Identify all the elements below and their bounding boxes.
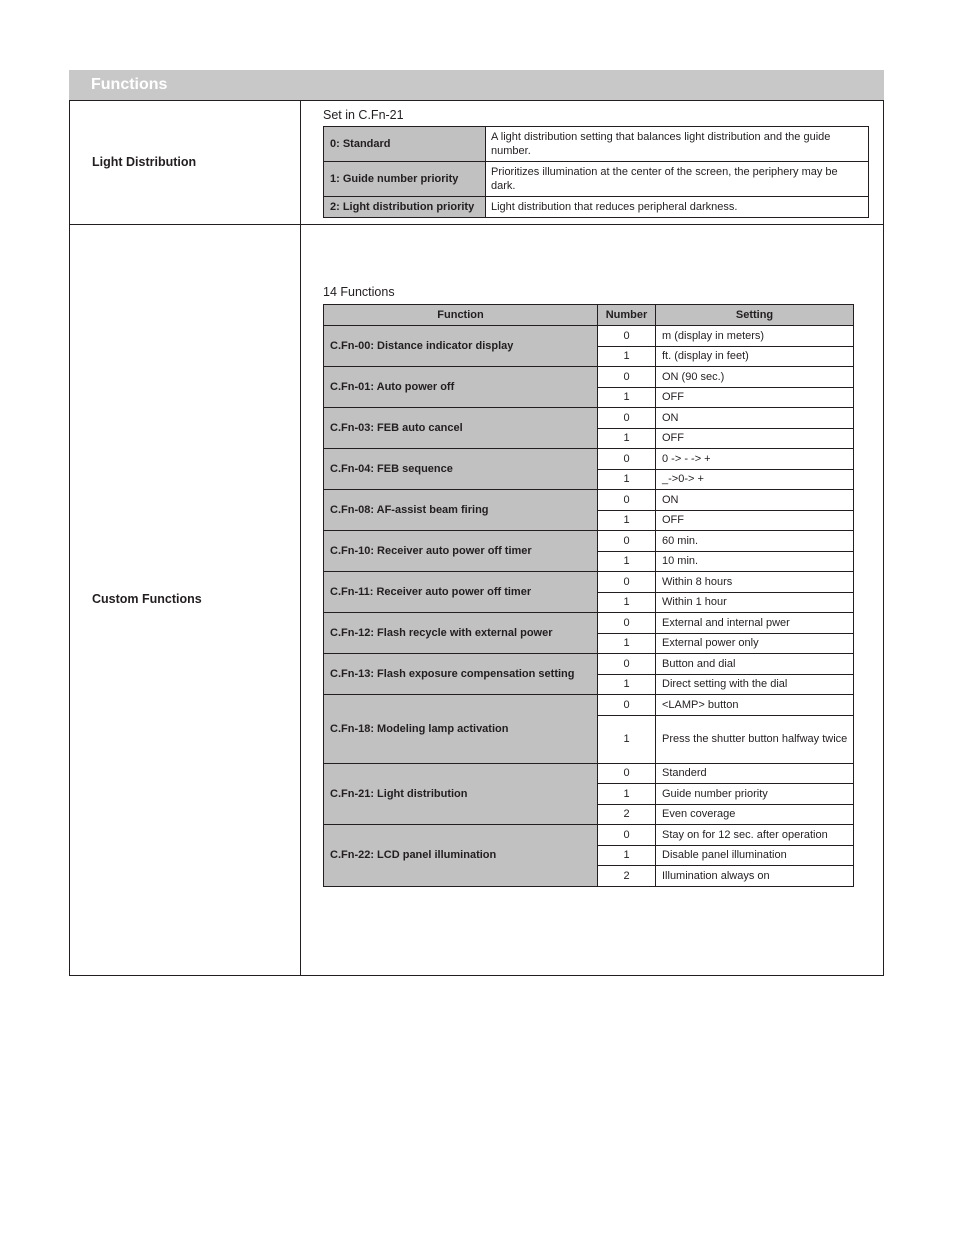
option-number: 0 bbox=[598, 326, 656, 347]
option-setting: Within 8 hours bbox=[656, 572, 854, 593]
option-number: 0 bbox=[598, 449, 656, 470]
ld-key: 0: Standard bbox=[324, 127, 486, 162]
function-name: C.Fn-22: LCD panel illumination bbox=[324, 825, 598, 887]
table-row bbox=[324, 613, 854, 634]
option-setting: OFF bbox=[656, 387, 854, 408]
function-name: C.Fn-10: Receiver auto power off timer bbox=[324, 531, 598, 572]
ld-desc: Light distribution that reduces peripheral darkness. bbox=[486, 197, 869, 218]
function-name: C.Fn-21: Light distribution bbox=[324, 763, 598, 825]
function-name: C.Fn-11: Receiver auto power off timer bbox=[324, 572, 598, 613]
table-row bbox=[324, 572, 854, 593]
custom-functions-table bbox=[323, 304, 854, 887]
option-setting: ON bbox=[656, 408, 854, 429]
option-number: 1 bbox=[598, 845, 656, 866]
option-number: 1 bbox=[598, 551, 656, 572]
option-number: 1 bbox=[598, 346, 656, 367]
option-number: 1 bbox=[598, 715, 656, 763]
option-setting: OFF bbox=[656, 428, 854, 449]
function-name: C.Fn-04: FEB sequence bbox=[324, 449, 598, 490]
ld-key: 1: Guide number priority bbox=[324, 162, 486, 197]
function-name: C.Fn-13: Flash exposure compensation setting bbox=[324, 654, 598, 695]
option-setting: _->0-> + bbox=[656, 469, 854, 490]
option-number: 0 bbox=[598, 490, 656, 511]
table-row bbox=[324, 490, 854, 511]
table-row bbox=[324, 763, 854, 784]
header-title: Functions bbox=[91, 76, 168, 93]
option-setting: ON bbox=[656, 490, 854, 511]
option-setting: Press the shutter button halfway twice bbox=[656, 715, 854, 763]
light-distribution-label: Light Distribution bbox=[92, 155, 197, 169]
table-row bbox=[324, 326, 854, 347]
function-name: C.Fn-18: Modeling lamp activation bbox=[324, 695, 598, 764]
option-number: 0 bbox=[598, 825, 656, 846]
option-number: 0 bbox=[598, 654, 656, 675]
option-number: 0 bbox=[598, 408, 656, 429]
table-row bbox=[324, 408, 854, 429]
option-setting: External power only bbox=[656, 633, 854, 654]
function-name: C.Fn-01: Auto power off bbox=[324, 367, 598, 408]
option-setting: <LAMP> button bbox=[656, 695, 854, 716]
table-row bbox=[324, 695, 854, 716]
table-row bbox=[324, 654, 854, 675]
option-setting: Stay on for 12 sec. after operation bbox=[656, 825, 854, 846]
option-number: 0 bbox=[598, 763, 656, 784]
option-setting: ON (90 sec.) bbox=[656, 367, 854, 388]
option-number: 0 bbox=[598, 572, 656, 593]
option-number: 1 bbox=[598, 784, 656, 805]
option-number: 1 bbox=[598, 592, 656, 613]
option-setting: Even coverage bbox=[656, 804, 854, 825]
option-setting: 0 -> - -> + bbox=[656, 449, 854, 470]
option-setting: Button and dial bbox=[656, 654, 854, 675]
column-divider bbox=[300, 224, 301, 975]
option-setting: Within 1 hour bbox=[656, 592, 854, 613]
custom-functions-section bbox=[69, 224, 884, 976]
option-number: 0 bbox=[598, 695, 656, 716]
option-setting: External and internal pwer bbox=[656, 613, 854, 634]
option-number: 0 bbox=[598, 613, 656, 634]
option-setting: ft. (display in feet) bbox=[656, 346, 854, 367]
option-number: 1 bbox=[598, 510, 656, 531]
column-header-number: Number bbox=[598, 305, 656, 326]
table-row bbox=[324, 127, 869, 162]
column-header-function: Function bbox=[324, 305, 598, 326]
option-number: 1 bbox=[598, 674, 656, 695]
ld-desc: Prioritizes illumination at the center of the screen, the periphery may be dark. bbox=[486, 162, 869, 197]
option-setting: Illumination always on bbox=[656, 866, 854, 887]
column-divider bbox=[300, 101, 301, 224]
light-distribution-section bbox=[69, 100, 884, 225]
table-row bbox=[324, 197, 869, 218]
light-distribution-table bbox=[323, 126, 869, 218]
custom-functions-caption: 14 Functions bbox=[323, 285, 395, 299]
option-number: 2 bbox=[598, 866, 656, 887]
option-number: 0 bbox=[598, 367, 656, 388]
column-header-setting: Setting bbox=[656, 305, 854, 326]
functions-header bbox=[69, 70, 884, 100]
table-row bbox=[324, 449, 854, 470]
option-setting: Standerd bbox=[656, 763, 854, 784]
option-number: 2 bbox=[598, 804, 656, 825]
option-setting: 60 min. bbox=[656, 531, 854, 552]
option-setting: Guide number priority bbox=[656, 784, 854, 805]
option-number: 1 bbox=[598, 633, 656, 654]
option-number: 1 bbox=[598, 428, 656, 449]
light-distribution-caption: Set in C.Fn-21 bbox=[323, 108, 404, 122]
option-setting: Direct setting with the dial bbox=[656, 674, 854, 695]
table-header-row bbox=[324, 305, 854, 326]
option-setting: m (display in meters) bbox=[656, 326, 854, 347]
option-setting: 10 min. bbox=[656, 551, 854, 572]
option-setting: Disable panel illumination bbox=[656, 845, 854, 866]
custom-functions-label: Custom Functions bbox=[92, 592, 202, 606]
function-name: C.Fn-08: AF-assist beam firing bbox=[324, 490, 598, 531]
table-row bbox=[324, 162, 869, 197]
option-number: 1 bbox=[598, 387, 656, 408]
ld-key: 2: Light distribution priority bbox=[324, 197, 486, 218]
option-number: 1 bbox=[598, 469, 656, 490]
option-number: 0 bbox=[598, 531, 656, 552]
option-setting: OFF bbox=[656, 510, 854, 531]
table-row bbox=[324, 367, 854, 388]
function-name: C.Fn-03: FEB auto cancel bbox=[324, 408, 598, 449]
function-name: C.Fn-12: Flash recycle with external power bbox=[324, 613, 598, 654]
ld-desc: A light distribution setting that balances light distribution and the guide number. bbox=[486, 127, 869, 162]
table-row bbox=[324, 825, 854, 846]
table-row bbox=[324, 531, 854, 552]
function-name: C.Fn-00: Distance indicator display bbox=[324, 326, 598, 367]
